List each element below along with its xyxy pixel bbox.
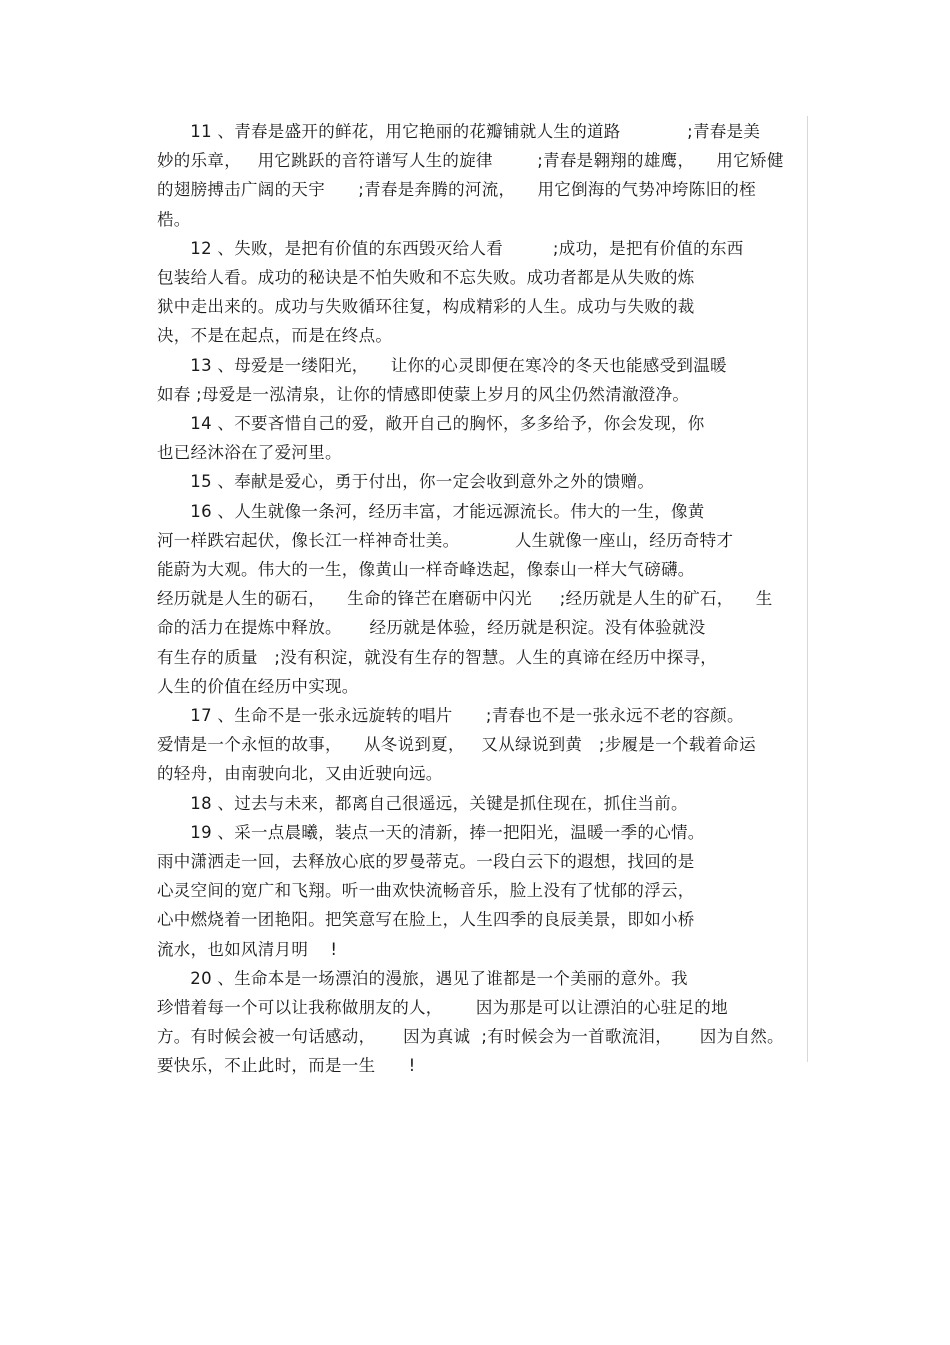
text-line: 能蔚为大观。伟大的一生，像黄山一样奇峰迭起，像泰山一样大气磅礴。	[157, 560, 695, 579]
text-line: 14 、不要吝惜自己的爱，敞开自己的胸怀，多多给予，你会发现，你	[157, 414, 705, 433]
text-line: 梏。	[157, 209, 191, 229]
text-line: 也已经沐浴在了爱河里。	[157, 443, 342, 463]
text-line: 20 、生命本是一场漂泊的漫旅，遇见了谁都是一个美丽的意外。我	[157, 968, 688, 988]
text-line: 心中燃烧着一团艳阳。把笑意写在脸上，人生四季的良辰美景，即如小桥	[157, 910, 695, 930]
text-line: 河一样跌宕起伏，像长江一样神奇壮美。 人生就像一座山，经历奇特才	[157, 530, 734, 550]
text-line: 的轻舟，由南驶向北，又由近驶向远。	[157, 764, 443, 784]
text-line: 心灵空间的宽广和飞翔。听一曲欢快流畅音乐，脸上没有了忧郁的浮云，	[157, 881, 695, 901]
text-line: 人生的价值在经历中实现。	[157, 676, 359, 696]
text-line: 有生存的质量 ;没有积淀，就没有生存的智慧。人生的真谛在经历中探寻，	[157, 647, 718, 667]
text-line: 雨中潇洒走一回，去释放心底的罗曼蒂克。一段白云下的遐想，找回的是	[157, 852, 695, 871]
text-line: 15 、奉献是爱心，勇于付出，你一定会收到意外之外的馈赠。	[157, 472, 655, 492]
text-line: 包装给人看。成功的秘诀是不怕失败和不忘失败。成功者都是从失败的炼	[157, 268, 695, 287]
text-line: 如春 ;母爱是一泓清泉，让你的情感即使蒙上岁月的风尘仍然清澈澄净。	[157, 384, 690, 404]
text-line: 爱情是一个永恒的故事， 从冬说到夏， 又从绿说到黄 ;步履是一个载着命运	[157, 735, 756, 755]
text-line: 12 、失败，是把有价值的东西毁灭给人看 ;成功，是把有价值的东西	[157, 238, 744, 258]
text-line: 决，不是在起点，而是在终点。	[157, 326, 393, 346]
text-line: 珍惜着每一个可以让我称做朋友的人， 因为那是可以让漂泊的心驻足的地	[157, 998, 728, 1017]
text-line: 经历就是人生的砺石， 生命的锋芒在磨砺中闪光 ;经历就是人生的矿石， 生	[157, 589, 773, 609]
text-line: 妙的乐章， 用它跳跃的音符谱写人生的旋律 ;青春是翱翔的雄鹰， 用它矫健	[157, 151, 784, 171]
text-line: 16 、人生就像一条河，经历丰富，才能远源流长。伟大的一生，像黄	[157, 501, 705, 521]
page-edge-rule	[807, 116, 808, 1062]
text-line: 13 、母爱是一缕阳光， 让你的心灵即便在寒冷的冬天也能感受到温暖	[157, 355, 727, 375]
text-line: 方。有时候会被一句话感动， 因为真诚 ;有时候会为一首歌流泪， 因为自然。	[157, 1027, 784, 1047]
text-line: 命的活力在提炼中释放。 经历就是体验，经历就是积淀。没有体验就没	[157, 618, 706, 638]
text-line: 17 、生命不是一张永远旋转的唱片 ;青春也不是一张永远不老的容颜。	[157, 706, 744, 725]
text-line: 19 、采一点晨曦，装点一天的清新，捧一把阳光，温暖一季的心情。	[157, 822, 705, 842]
text-line: 狱中走出来的。成功与失败循环往复，构成精彩的人生。成功与失败的裁	[157, 297, 695, 317]
text-line: 11 、青春是盛开的鲜花，用它艳丽的花瓣铺就人生的道路 ;青春是美	[157, 122, 761, 141]
text-line: 流水，也如风清月明 !	[157, 939, 338, 959]
text-line: 要快乐，不止此时，而是一生 !	[157, 1056, 416, 1076]
text-line: 18 、过去与未来，都离自己很遥远，关键是抓住现在，抓住当前。	[157, 793, 688, 813]
text-line: 的翅膀搏击广阔的天宇 ;青春是奔腾的河流， 用它倒海的气势冲垮陈旧的桎	[157, 180, 756, 200]
